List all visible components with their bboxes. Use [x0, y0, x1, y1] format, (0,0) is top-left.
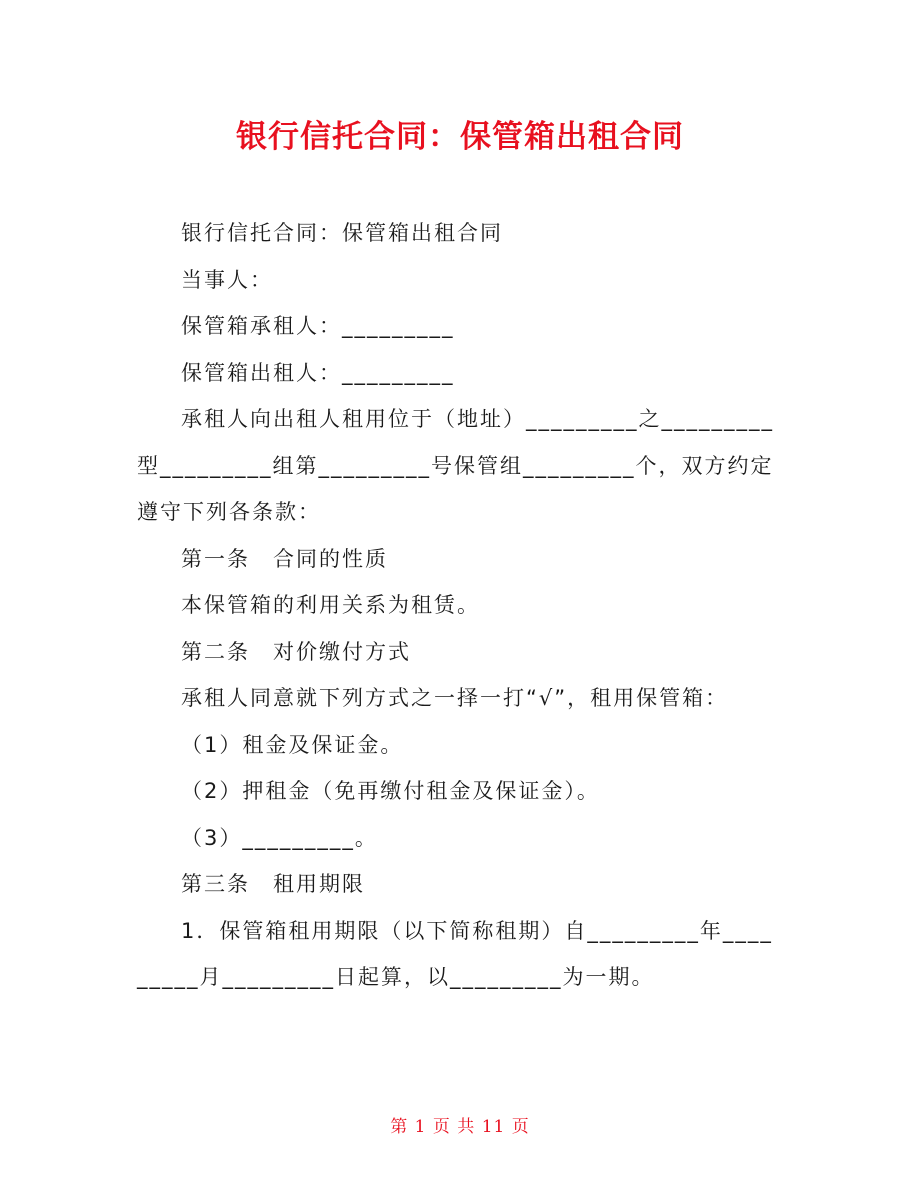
- paragraph-parties: 当事人：: [181, 267, 273, 292]
- option-3: （3）_________。: [181, 825, 378, 850]
- article-2-heading: 第二条 对价缴付方式: [181, 639, 411, 664]
- paragraph-lessor: 保管箱出租人：_________: [181, 360, 455, 385]
- page-number-footer: 第 1 页 共 11 页: [390, 1117, 530, 1137]
- document-body: [137, 210, 783, 1001]
- paragraph-agreement: 承租人向出租人租用位于（地址）_________之_________型_________组第_________号保管组_________个，双方约定遵守下列各条款：: [137, 407, 774, 524]
- article-3-heading: 第三条 租用期限: [181, 872, 365, 896]
- article-1-text: 本保管箱的利用关系为租赁。: [181, 593, 480, 617]
- article-1-heading: 第一条 合同的性质: [181, 546, 388, 571]
- option-1: （1）租金及保证金。: [181, 732, 404, 757]
- document-title: 银行信托合同：保管箱出租合同: [236, 119, 684, 155]
- option-2: （2）押租金（免再缴付租金及保证金）。: [181, 779, 600, 803]
- article-2-text: 承租人同意就下列方式之一择一打“√”，租用保管箱：: [181, 686, 729, 710]
- paragraph-heading: 银行信托合同：保管箱出租合同: [181, 221, 503, 245]
- paragraph-lessee: 保管箱承租人：_________: [181, 314, 455, 338]
- article-3-clause-1: 1．保管箱租用期限（以下简称租期）自_________年_________月_________日起算，以_________为一期。: [137, 918, 773, 989]
